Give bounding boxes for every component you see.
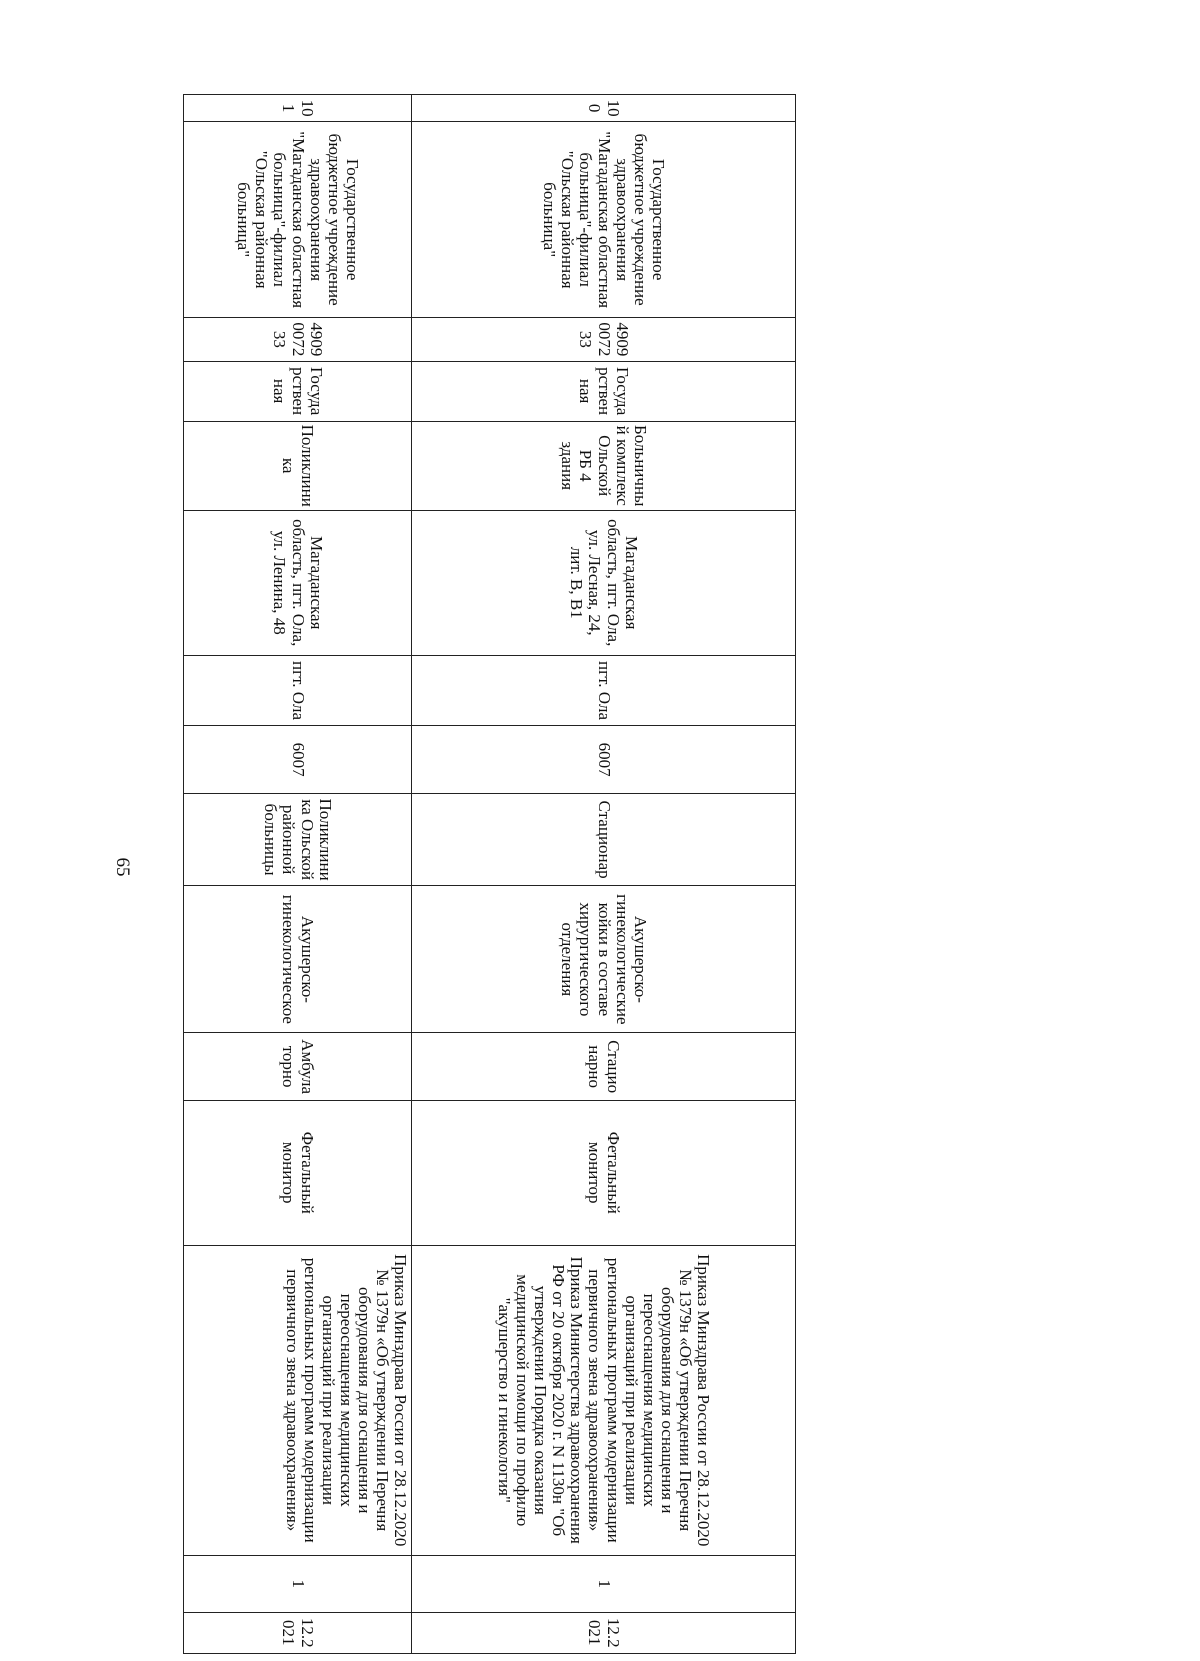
- cell-organization: Государственное бюджетное учреждение здравоохранения "Магаданская областная больница"-филиал "Ольская районная больница": [412, 122, 796, 318]
- cell-inn: 4909007233: [184, 318, 412, 362]
- page-number: 65: [112, 857, 133, 877]
- table-row: [412, 95, 796, 1654]
- cell-settlement: пгт. Ола: [184, 655, 412, 726]
- cell-care-form: Амбулаторно: [184, 1033, 412, 1100]
- cell-department: Акушерско-гинекологические койки в составе хирургического отделения: [412, 886, 796, 1033]
- cell-date: 12.2021: [412, 1612, 796, 1654]
- cell-row-number: 101: [184, 95, 412, 122]
- cell-unit: Стационар: [412, 793, 796, 886]
- cell-legal-basis: Приказ Минздрава России от 28.12.2020 № 1379н «Об утверждении Перечня оборудования для оснащения и переоснащения медицинских организаций при реализации региональных программ модернизации первичного звена здравоохранения»: [184, 1245, 412, 1555]
- cell-ownership: Государственная: [184, 361, 412, 421]
- cell-care-form: Стационарно: [412, 1033, 796, 1100]
- cell-organization: Государственное бюджетное учреждение здравоохранения "Магаданская областная больница"-филиал "Ольская районная больница": [184, 122, 412, 318]
- cell-unit: Поликлиника Ольской районной больницы: [184, 793, 412, 886]
- cell-quantity: 1: [184, 1555, 412, 1612]
- cell-date: 12.2021: [184, 1612, 412, 1654]
- cell-building: Поликлиника: [184, 421, 412, 510]
- cell-legal-basis: Приказ Минздрава России от 28.12.2020 № 1379н «Об утверждении Перечня оборудования для оснащения и переоснащения медицинских организаций при реализации региональных программ модернизации первичного звена здравоохранения» Приказ Министерства здравоохранения РФ от 20 октября 2020 г. N 1130н "Об утверждении Порядка оказания медицинской помощи по профилю "акушерство и гинекология": [412, 1245, 796, 1555]
- cell-address: Магаданская область, пгт. Ола, ул. Ленина, 48: [184, 510, 412, 655]
- cell-address: Магаданская область, пгт. Ола, ул. Лесная, 24, лит. В, В1: [412, 510, 796, 655]
- cell-row-number: 100: [412, 95, 796, 122]
- cell-ownership: Государственная: [412, 361, 796, 421]
- cell-settlement: пгт. Ола: [412, 655, 796, 726]
- cell-code: 6007: [184, 726, 412, 793]
- cell-building: Больничный комплекс Ольской РБ 4 здания: [412, 421, 796, 510]
- cell-code: 6007: [412, 726, 796, 793]
- equipment-table: [183, 94, 796, 1654]
- cell-department: Акушерско-гинекологическое: [184, 886, 412, 1033]
- cell-quantity: 1: [412, 1555, 796, 1612]
- cell-inn: 4909007233: [412, 318, 796, 362]
- table-row: [184, 95, 412, 1654]
- cell-equipment: Фетальный монитор: [184, 1100, 412, 1245]
- cell-equipment: Фетальный монитор: [412, 1100, 796, 1245]
